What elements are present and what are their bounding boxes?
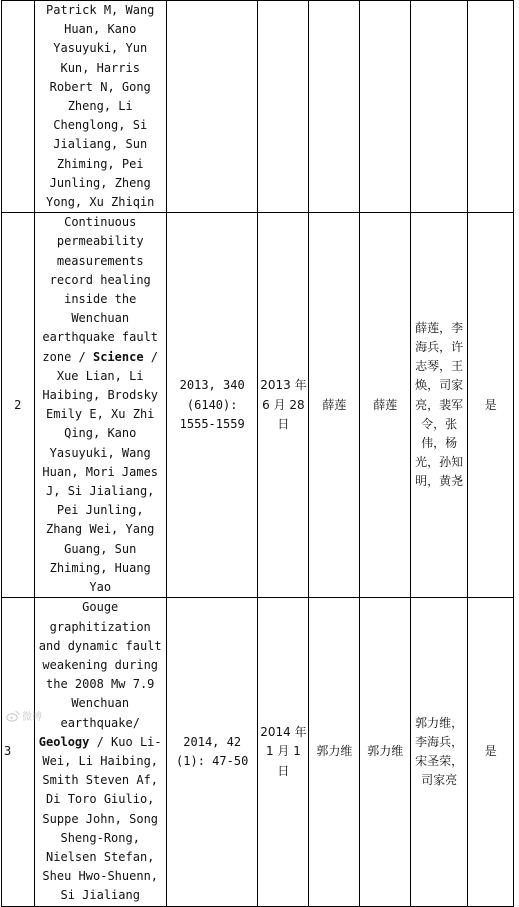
corresponding-author-cell [360,1,411,213]
watermark [6,708,42,723]
row-number: 3 [2,598,35,906]
volume-cell: 2013, 340 (6140): 1555-1559 [166,213,258,598]
paper-cell [34,598,166,906]
corresponding-author-cell: 薛莲 [360,213,411,598]
yes-cell: 是 [468,213,514,598]
date-cell: 2014 年 1 月 1 日 [258,598,309,906]
table-row [2,1,514,213]
table-row [2,213,514,598]
row-number: 2 [2,213,35,598]
first-author-cell: 郭力维 [309,598,360,906]
paper-authors: / Xue Lian, Li Haibing, Brodsky Emily E, Xu Zhi Qing, Kano Yasuyuki, Wang Huan, Mori James J, Si Jialiang, Pei Junling, Zhang Wei, Yang Guang, Sun Zhiming, Huang Yao [42,349,159,595]
volume-cell [166,1,258,213]
table-row [2,598,514,906]
first-author-cell [309,1,360,213]
achievement-table [1,0,514,907]
watermark-text: 微博 [22,712,42,723]
paper-title: Gouge graphitization and dynamic fault weakening during the 2008 Mw 7.9 Wenchuan earthquake/ [38,600,162,730]
authors-cn-cell: 郭力维，李海兵，宋圣荣，司家亮 [411,598,468,906]
journal-name: Geology [38,734,90,749]
date-cell: 2013 年 6 月 28 日 [258,213,309,598]
row-number [2,1,35,213]
paper-authors: Patrick M, Wang Huan, Kano Yasuyuki, Yun Kun, Harris Robert N, Gong Zheng, Li Chenglong, Si Jialiang, Sun Zhiming, Pei Junling, Zheng Yong, Xu Zhiqin [46,3,155,210]
first-author-cell: 薛莲 [309,213,360,598]
authors-cn-cell [411,1,468,213]
volume-cell: 2014, 42 (1): 47-50 [166,598,258,906]
paper-title: Continuous permeability measurements record healing inside the Wenchuan earthquake fault zone / [42,215,159,364]
paper-cell [34,213,166,598]
yes-cell [468,1,514,213]
journal-name: Science [92,349,144,364]
date-cell [258,1,309,213]
corresponding-author-cell: 郭力维 [360,598,411,906]
weibo-logo-icon [6,710,20,722]
paper-authors: / Kuo Li-Wei, Li Haibing, Smith Steven Af, Di Toro Giulio, Suppe John, Song Sheng-Rong, Nielsen Stefan, Sheu Hwo-Shuenn, Si Jialiang [42,734,162,903]
yes-cell: 是 [468,598,514,906]
authors-cn-cell: 薛莲，李海兵，许志琴，王焕，司家亮，裴军令，张伟，杨光，孙知明，黄尧 [411,213,468,598]
paper-cell [34,1,166,213]
